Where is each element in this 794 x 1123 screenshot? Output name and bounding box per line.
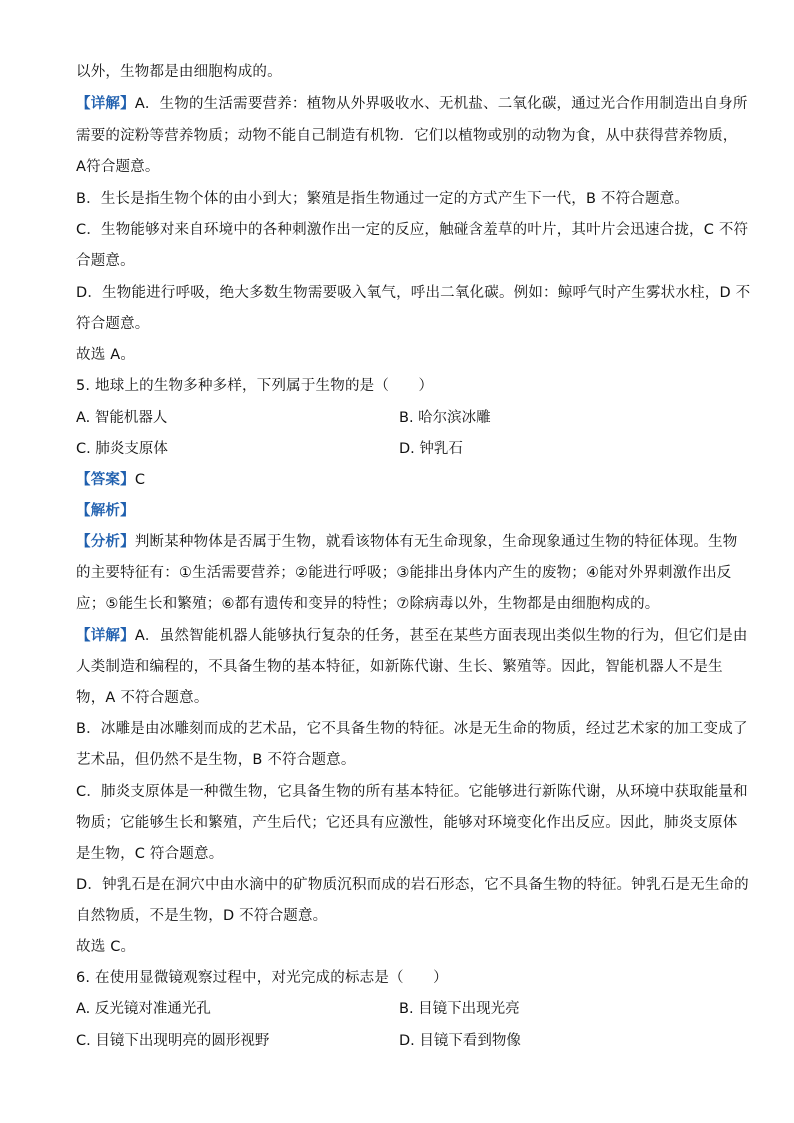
text-span: 判断某种物体是否属于生物，就看该物体有无生命现象，生命现象通过生物的特征体现。生物	[134, 534, 738, 550]
text-line: C．生物能够对来自环境中的各种刺激作出一定的反应，触碰含羞草的叶片，其叶片会迅速合拢，C 不符	[76, 222, 749, 238]
detail-tag: 【详解】	[76, 96, 135, 112]
q6-option-d: D. 目镜下看到物像	[399, 1033, 521, 1049]
question-6-stem: 6. 在使用显微镜观察过程中，对光完成的标志是（ ）	[76, 970, 448, 986]
text-line: 艺术品，但仍然不是生物，B 不符合题意。	[76, 752, 356, 768]
answer-value: C	[134, 472, 146, 488]
text-line: 是生物，C 符合题意。	[76, 846, 224, 862]
q5-option-d: D. 钟乳石	[399, 441, 463, 457]
q5-option-a: A. 智能机器人	[76, 410, 168, 426]
text-line: 应；⑤能生长和繁殖；⑥都有遗传和变异的特性；⑦除病毒以外，生物都是由细胞构成的。	[76, 596, 660, 612]
q6-option-a: A. 反光镜对准通光孔	[76, 1001, 211, 1017]
text-line: A符合题意。	[76, 159, 160, 175]
q5-option-c: C. 肺炎支原体	[76, 441, 168, 457]
text-line: 故选 A。	[76, 347, 136, 363]
q6-option-c: C. 目镜下出现明亮的圆形视野	[76, 1033, 270, 1049]
text-line: 物质；它能够生长和繁殖，产生后代；它还具有应激性，能够对环境变化作出反应。因此，肺炎支原体	[76, 815, 738, 831]
text-line: 故选 C。	[76, 939, 136, 955]
answer-line	[76, 470, 726, 490]
text-line: B．生长是指生物个体的由小到大；繁殖是指生物通过一定的方式产生下一代，B 不符合题意。	[76, 191, 690, 207]
text-line: B．冰雕是由冰雕刻而成的艺术品，它不具备生物的特征。冰是无生命的物质，经过艺术家的加工变成了	[76, 721, 748, 737]
text-line: C．肺炎支原体是一种微生物，它具备生物的所有基本特征。它能够进行新陈代谢，从环境中获取能量和	[76, 784, 748, 800]
q5-option-b: B. 哈尔滨冰雕	[399, 410, 491, 426]
text-span: A．虽然智能机器人能够执行复杂的任务，甚至在某些方面表现出类似生物的行为，但它们是由	[134, 628, 748, 644]
text-line	[76, 94, 748, 114]
answer-tag: 【答案】	[76, 472, 135, 488]
analysis-tag: 【解析】	[76, 503, 135, 519]
text-line: 需要的淀粉等营养物质；动物不能自己制造有机物．它们以植物或别的动物为食，从中获得营养物质，	[76, 128, 738, 144]
text-line: 物，A 不符合题意。	[76, 690, 209, 706]
question-5-stem: 5. 地球上的生物多种多样，下列属于生物的是（ ）	[76, 378, 434, 394]
analysis-sub-tag: 【分析】	[76, 534, 135, 550]
text-line	[76, 532, 738, 552]
q6-option-b: B. 目镜下出现光亮	[399, 1001, 520, 1017]
analysis-heading	[76, 501, 726, 521]
text-line: 以外，生物都是由细胞构成的。	[76, 64, 282, 80]
text-line: D．钟乳石是在洞穴中由水滴中的矿物质沉积而成的岩石形态，它不具备生物的特征。钟乳石是无生命的	[76, 877, 749, 893]
text-line: 自然物质，不是生物，D 不符合题意。	[76, 908, 328, 924]
text-line: 的主要特征有：①生活需要营养；②能进行呼吸；③能排出身体内产生的废物；④能对外界刺激作出反	[76, 565, 732, 581]
detail-tag: 【详解】	[76, 628, 135, 644]
text-span: A．生物的生活需要营养：植物从外界吸收水、无机盐、二氧化碳，通过光合作用制造出自身所	[134, 96, 748, 112]
text-line: D．生物能进行呼吸，绝大多数生物需要吸入氧气，呼出二氧化碳。例如：鲸呼气时产生雾状水柱，D 不	[76, 285, 751, 301]
text-line: 符合题意。	[76, 316, 150, 332]
text-line: 人类制造和编程的，不具备生物的基本特征，如新陈代谢、生长、繁殖等。因此，智能机器人不是生	[76, 659, 723, 675]
text-line: 合题意。	[76, 253, 135, 269]
text-line	[76, 626, 748, 646]
